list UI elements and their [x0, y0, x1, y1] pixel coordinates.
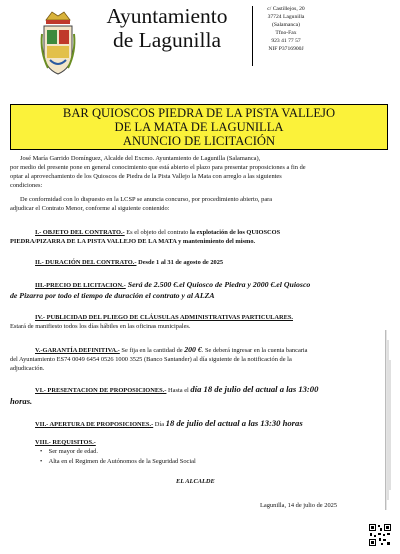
section-guarantee	[35, 346, 308, 356]
section-heading: VII.- APERTURA DE PROPOSICIONES.-	[35, 421, 154, 428]
section-text: . Se deberá ingresar en la cuenta bancaria	[201, 347, 308, 354]
section-heading: V.-GARANTÍA DEFINITIVA.-	[35, 347, 120, 354]
address-line: (Salamanca)	[272, 22, 300, 29]
address-line: 923 41 77 57	[271, 38, 301, 45]
intro-line: José María Garrido Domínguez, Alcalde del Excmo. Ayuntamiento de Lagunilla (Salamanca),	[20, 155, 261, 162]
banner-line: BAR QUIOSCOS PIEDRA DE LA PISTA VALLEJO	[62, 106, 336, 120]
section-text: de Pizarra por todo el tiempo de duración el contrato y al ALZA	[10, 291, 215, 300]
section-text: Desde 1 al 31 de agosto de 2025	[136, 259, 224, 266]
section-text: Será de 2.500 €.el Quiosco de Piedra y 2000 €.el Quiosco	[125, 280, 311, 289]
intro-line: condiciones:	[10, 182, 43, 189]
town-hall-title-line2: de Lagunilla	[112, 28, 222, 52]
section-heading: III.-PRECIO DE LICITACION.-	[35, 282, 126, 289]
intro-line: optar al aprovechamiento de los Quioscos de Piedra de la Pista Vallejo la Mata con arreglo a las siguientes	[10, 173, 282, 180]
verification-strip	[385, 330, 391, 510]
address-block	[256, 5, 316, 54]
address-line: 37724 Lagunilla	[267, 14, 305, 21]
section-text: Día	[153, 421, 166, 428]
signature-date: Lagunilla, 14 de julio de 2025	[260, 502, 338, 509]
guarantee-amount: 200 €	[184, 345, 202, 354]
header-divider	[252, 6, 253, 66]
section-text: 18 de julio del actual a las 13:30 horas	[165, 418, 303, 428]
qr-code-icon	[368, 523, 392, 547]
requirement-item: • Alta en el Regimen de Autónomos de la Seguridad Social	[40, 458, 196, 465]
section-text: Se fija en la cantidad de	[119, 347, 185, 354]
section-text: la explotación de los QUIOSCOS	[189, 229, 281, 236]
section-text: día 18 de julio del actual a las 13:00	[190, 384, 319, 394]
signature-role: EL ALCALDE	[176, 478, 215, 485]
section-text: adjudicación.	[10, 365, 45, 372]
address-line: c/ Castillejos, 20	[267, 6, 305, 12]
address-line: NIF P3716900J	[268, 46, 304, 53]
section-submission	[35, 385, 318, 396]
address-line: Tfno-Fax	[275, 30, 297, 37]
intro-line: De conformidad con lo dispuesto en la LCSP se anuncia concurso, por procedimiento abierto, para	[20, 196, 273, 203]
section-opening	[35, 419, 303, 430]
intro-line: por medio del presente pone en general conocimiento que está abierto el plazo para presentar proposiciones a fin de	[10, 164, 306, 171]
section-duration	[35, 259, 223, 268]
section-text: Es el objeto del contrato	[124, 229, 190, 236]
banner-line: ANUNCIO DE LICITACIÓN	[122, 134, 276, 148]
section-text: Estará de manifiesto todos los días hábiles en las oficinas municipales.	[10, 323, 191, 330]
town-hall-title-line1: Ayuntamiento	[106, 4, 228, 28]
section-heading: VIII.- REQUISITOS.-	[35, 439, 96, 446]
requirement-text: Ser mayor de edad.	[48, 448, 98, 455]
section-heading: IV.- PUBLICIDAD DEL PLIEGO DE CLÁUSULAS ADMINISTRATIVAS PARTICULARES.	[35, 314, 293, 321]
section-price	[35, 281, 310, 291]
coat-of-arms-icon	[38, 8, 78, 80]
section-text: Hasta el	[166, 387, 191, 394]
section-heading: II.- DURACIÓN DEL CONTRATO.-	[35, 259, 137, 266]
requirement-item: • Ser mayor de edad.	[40, 448, 98, 455]
banner-line: DE LA MATA DE LAGUNILLA	[114, 120, 284, 134]
requirement-text: Alta en el Regimen de Autónomos de la Seguridad Social	[48, 458, 196, 465]
section-text: PIEDRA/PIZARRA DE LA PISTA VALLEJO DE LA MATA y mantenimiento del mismo.	[10, 238, 256, 245]
section-text: horas.	[10, 396, 33, 406]
section-object	[35, 229, 280, 238]
section-text: del Ayuntamiento ES74 0049 6454 0526 1000 3525 (Banco Santander) al día siguiente de la notificación de la	[10, 356, 292, 363]
intro-line: adjudicar el Contrato Menor, conforme al siguiente contenido:	[10, 205, 170, 212]
section-heading: VI.- PRESENTACION DE PROPOSICIONES.-	[35, 387, 167, 394]
section-heading: I.- OBJETO DEL CONTRATO.-	[35, 229, 125, 236]
